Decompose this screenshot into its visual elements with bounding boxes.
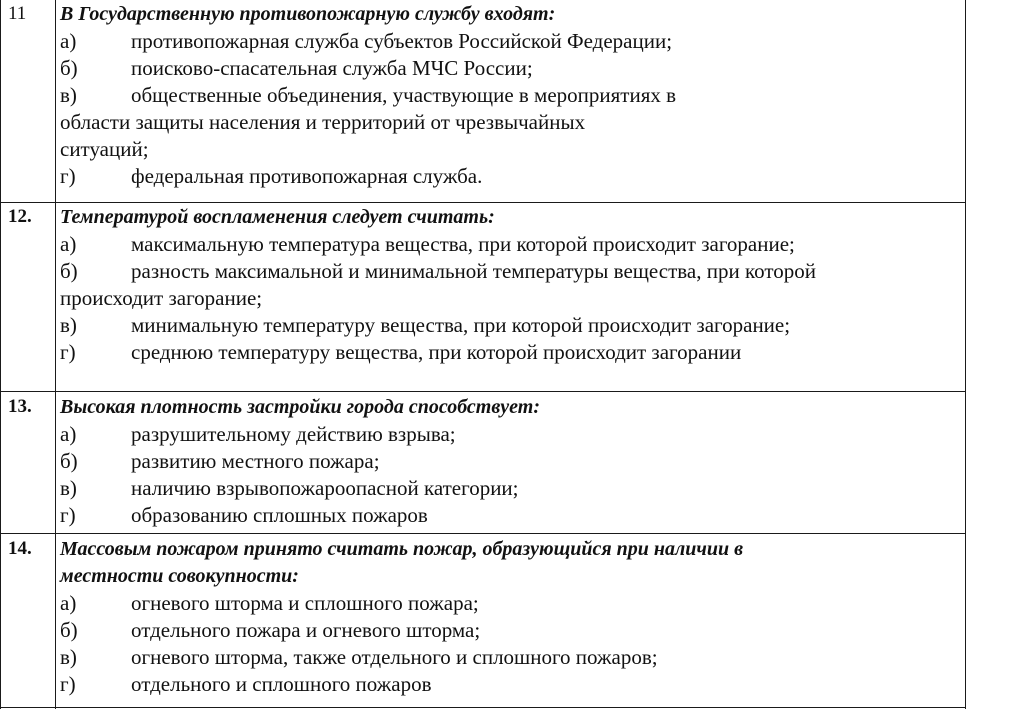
option-letter: а) xyxy=(60,422,77,446)
question-number: 12. xyxy=(8,206,32,227)
option-text: развитию местного пожара; xyxy=(131,449,380,473)
answer-option xyxy=(60,421,960,448)
answer-option xyxy=(60,644,960,671)
question-number: 13. xyxy=(8,396,32,417)
answer-option xyxy=(60,339,960,366)
answer-option xyxy=(60,590,960,617)
table-column-divider xyxy=(55,0,56,709)
option-text: поисково-спасательная служба МЧС России; xyxy=(131,56,533,80)
option-letter: г) xyxy=(60,503,76,527)
option-text: среднюю температуру вещества, при которой происходит загорании xyxy=(131,340,742,364)
question-number: 11 xyxy=(8,3,27,24)
answer-option xyxy=(60,448,960,475)
question-text: Массовым пожаром принято считать пожар, образующийся при наличии в xyxy=(60,538,744,560)
option-text-continued: происходит загорание; xyxy=(60,286,263,310)
row-divider xyxy=(0,707,966,708)
option-text-continued: ситуаций; xyxy=(60,137,149,161)
question-12-block xyxy=(60,204,960,366)
answer-option xyxy=(60,163,960,190)
answer-option xyxy=(60,82,960,109)
answer-option xyxy=(60,312,960,339)
answer-option xyxy=(60,231,960,258)
option-text: огневого шторма и сплошного пожара; xyxy=(131,591,479,615)
option-text: наличию взрывопожароопасной категории; xyxy=(131,476,519,500)
option-letter: г) xyxy=(60,164,76,188)
option-text: общественные объединения, участвующие в мероприятиях в xyxy=(131,83,677,107)
table-border-left xyxy=(0,0,1,709)
option-letter: а) xyxy=(60,232,77,256)
option-letter: а) xyxy=(60,591,77,615)
option-text: минимальную температуру вещества, при которой происходит загорание; xyxy=(131,313,791,337)
question-text: Высокая плотность застройки города способствует: xyxy=(60,396,540,418)
question-13-block xyxy=(60,394,960,529)
row-divider xyxy=(0,202,966,203)
question-11-block xyxy=(60,1,960,190)
option-text: федеральная противопожарная служба. xyxy=(131,164,483,188)
answer-option xyxy=(60,28,960,55)
table-border-right xyxy=(965,0,966,709)
option-text: противопожарная служба субъектов Российской Федерации; xyxy=(131,29,673,53)
option-letter: б) xyxy=(60,449,78,473)
question-text: Температурой воспламенения следует считать: xyxy=(60,206,495,228)
question-text-continued: местности совокупности: xyxy=(60,565,299,587)
question-14-block xyxy=(60,536,960,698)
answer-option xyxy=(60,502,960,529)
option-letter: б) xyxy=(60,259,78,283)
row-divider xyxy=(0,533,966,534)
option-letter: в) xyxy=(60,645,77,669)
answer-option xyxy=(60,671,960,698)
option-letter: б) xyxy=(60,56,78,80)
option-text: огневого шторма, также отдельного и сплошного пожаров; xyxy=(131,645,658,669)
option-letter: г) xyxy=(60,340,76,364)
option-letter: в) xyxy=(60,313,77,337)
row-divider xyxy=(0,391,966,392)
option-text: образованию сплошных пожаров xyxy=(131,503,428,527)
option-text: разность максимальной и минимальной температуры вещества, при которой xyxy=(131,259,816,283)
answer-option xyxy=(60,617,960,644)
option-text: разрушительному действию взрыва; xyxy=(131,422,456,446)
option-letter: б) xyxy=(60,618,78,642)
option-letter: а) xyxy=(60,29,77,53)
option-letter: г) xyxy=(60,672,76,696)
option-text: отдельного и сплошного пожаров xyxy=(131,672,432,696)
option-text: отдельного пожара и огневого шторма; xyxy=(131,618,481,642)
answer-option xyxy=(60,475,960,502)
answer-option xyxy=(60,258,960,285)
option-letter: в) xyxy=(60,83,77,107)
answer-option xyxy=(60,55,960,82)
question-number: 14. xyxy=(8,538,32,559)
option-text: максимальную температура вещества, при которой происходит загорание; xyxy=(131,232,795,256)
option-letter: в) xyxy=(60,476,77,500)
question-text: В Государственную противопожарную службу входят: xyxy=(60,3,556,25)
option-text-continued: области защиты населения и территорий от чрезвычайных xyxy=(60,110,586,134)
